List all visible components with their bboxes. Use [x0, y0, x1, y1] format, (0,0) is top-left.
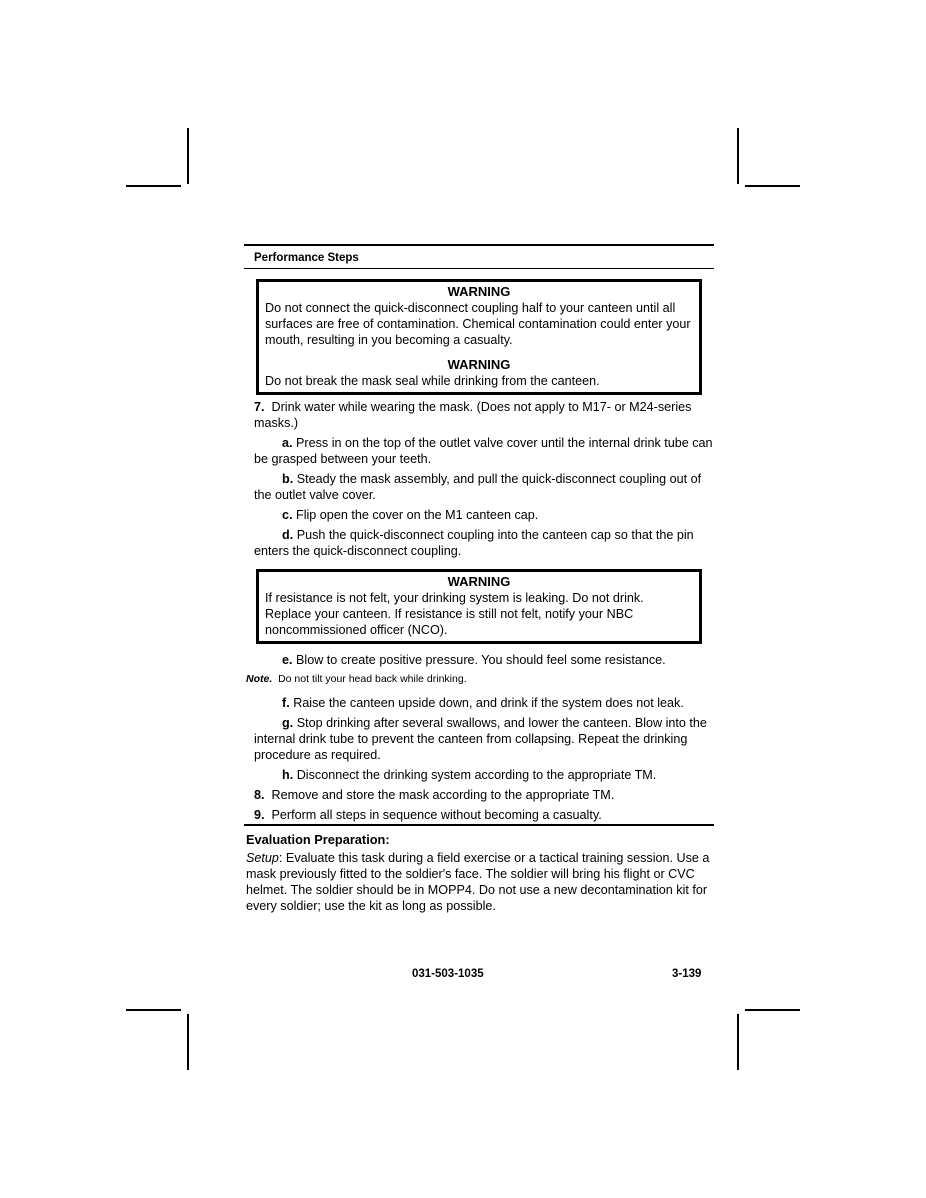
warning-text: Do not break the mask seal while drinking from the canteen.	[265, 374, 600, 388]
crop-mark-top-left-horizontal	[126, 185, 181, 187]
substep-e: e. Blow to create positive pressure. You should feel some resistance.	[282, 653, 666, 667]
substep-d: d. Push the quick-disconnect coupling into the canteen cap so that the pin enters the quick-disconnect coupling.	[254, 528, 694, 558]
warning-title: WARNING	[447, 574, 511, 589]
crop-mark-bottom-right-horizontal	[745, 1009, 800, 1011]
warning-box-resistance	[256, 569, 702, 644]
step-7: 7. Drink water while wearing the mask. (Does not apply to M17- or M24-series masks.)	[254, 400, 692, 430]
page-content	[244, 244, 714, 914]
evaluation-title: Evaluation Preparation:	[246, 832, 390, 847]
crop-mark-top-right-horizontal	[745, 185, 800, 187]
task-number: 031-503-1035	[412, 968, 484, 980]
substep-f: f. Raise the canteen upside down, and drink if the system does not leak.	[282, 696, 684, 710]
warning-title: WARNING	[447, 284, 511, 299]
crop-mark-top-right-vertical	[737, 128, 739, 184]
substep-g: g. Stop drinking after several swallows, and lower the canteen. Blow into the internal drink tube to prevent the canteen from collapsing. Repeat the drinking procedure as required.	[254, 716, 707, 762]
crop-mark-top-left-vertical	[187, 128, 189, 184]
note: Note. Do not tilt your head back while drinking.	[246, 673, 467, 685]
step-8: 8. Remove and store the mask according to the appropriate TM.	[254, 788, 615, 802]
warning-title: WARNING	[447, 357, 511, 372]
warning-text: If resistance is not felt, your drinking system is leaking. Do not drink. Replace your canteen. If resistance is still not felt, notify your NBC noncommissioned officer (NCO).	[265, 591, 644, 637]
warning-text: Do not connect the quick-disconnect coupling half to your canteen until all surfaces are free of contamination. Chemical contamination could enter your mouth, resulting in you becoming a casualty.	[265, 301, 691, 347]
substep-a: a. Press in on the top of the outlet valve cover until the internal drink tube can be grasped between your teeth.	[254, 436, 713, 466]
step-9: 9. Perform all steps in sequence without becoming a casualty.	[254, 808, 602, 822]
crop-mark-bottom-left-vertical	[187, 1014, 189, 1070]
crop-mark-bottom-right-vertical	[737, 1014, 739, 1070]
substep-b: b. Steady the mask assembly, and pull the quick-disconnect coupling out of the outlet valve cover.	[254, 472, 702, 502]
page-number: 3-139	[672, 968, 702, 980]
section-divider	[244, 268, 714, 269]
crop-mark-bottom-left-horizontal	[126, 1009, 181, 1011]
section-title: Performance Steps	[254, 252, 359, 264]
warning-box-contamination	[256, 279, 702, 395]
substep-c: c. Flip open the cover on the M1 canteen cap.	[282, 508, 539, 522]
substep-h: h. Disconnect the drinking system according to the appropriate TM.	[282, 768, 657, 782]
evaluation-setup: Setup: Evaluate this task during a field exercise or a tactical training session. Use a mask previously fitted to the soldier's face. The soldier will bring his flight or CVC helmet. The soldier should be in MOPP4. Do not use a new decontamination kit for every soldier; use the kit as long as possible.	[246, 851, 710, 913]
